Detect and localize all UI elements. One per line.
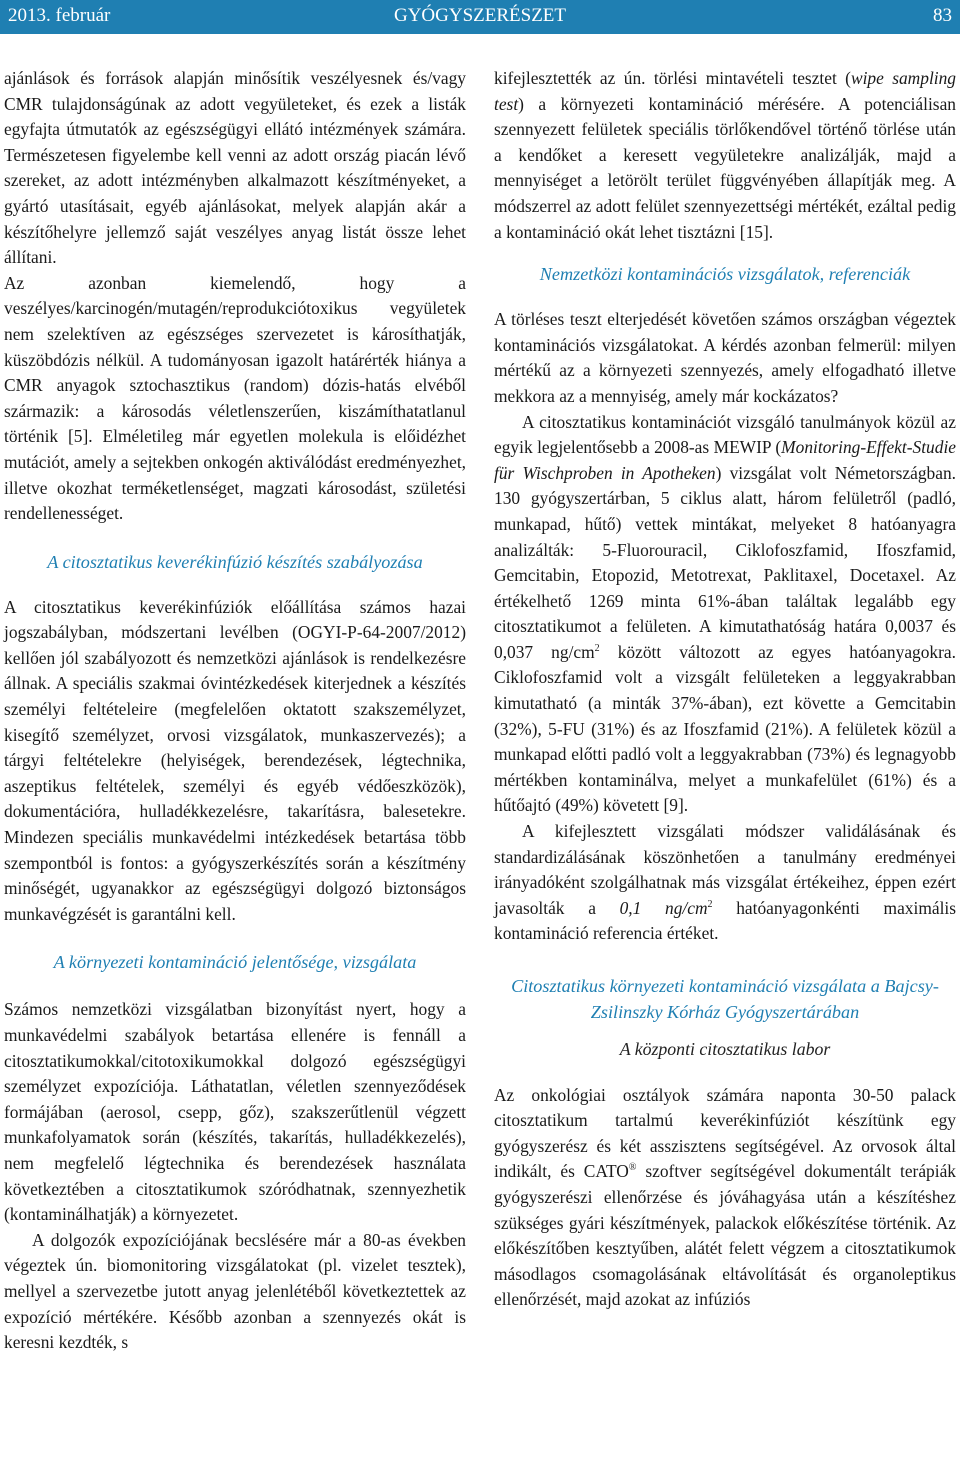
paragraph: A citosztatikus kontaminációt vizsgáló tanulmányok közül az egyik legjelentősebb a 2008-as MEWIP (Monitoring-Effekt-Studie für Wischproben in Apotheken) vizsgálat volt Németországban. 130 gyógyszertárban, 5 ciklus alatt, három felületről (padló, munkapad, hűtő) vettek mintákat, melyeket 8 hatóanyagra analizálták: 5-Fluorouracil, Ciklofoszfamid, Ifoszfamid, Gemcitabin, Etopozid, Metotrexat, Paklitaxel, Docetaxel. Az értékelhető 1269 minta 61%-ában találtak legalább egy citosztatikumot a felületen. A kimutathatóság határa 0,0037 és 0,037 $ng/cm^2$ között változott az egyes hatóanyagokra. Ciklofoszfamid volt a vizsgált felületeken a leggyakrabban kimutatható (a minták 37%-ában), ezt követte a Gemcitabin (32%), 5-FU (31%) és az Ifoszfamid (21%). A felületek közül a munkapad előtti padló volt a leggyakrabban (73%) és legnagyobb mértékben kontaminálva, melyet a munkafelület (61%) és a hűtőajtó (49%) követett [9]. xyxy=(494,411,956,816)
paragraph: A citosztatikus keverékinfúziók előállítása számos hazai jogszabályban, módszertani levélben (OGYI-P-64-2007/2012) kellően jól szabályozott és nemzetközi ajánlások is rendelkezésre állnak. A speciális szakmai óvintézkedések kiterjednek a készítés személyi feltételeire (megfelelően oktatott szakszemélyzet, kisegítő személyzet, orvosi vizsgálatok, munkaszervezés); a tárgyi feltételekre (helyiségek, berendezések, légtechnika, aszeptikus feltételek, személyi és egyéb védőeszközök), dokumentációra, hulladékkezelésre, takarításra, balesetekre. Mindezen speciális munkavédelmi intézkedések betartása több szempontból is fontos: a gyógyszerkészítés során a készítmény minőségét, ugyanakkor az egészségügyi dolgozó biztonságos munkavégzését is garantálni kell. xyxy=(4,596,466,924)
left-column xyxy=(4,66,466,1356)
journal-title: GYÓGYSZERÉSZET xyxy=(393,5,567,26)
page-number: 83 xyxy=(933,5,952,26)
page-header xyxy=(0,0,960,34)
section-title: A környezeti kontamináció jelentősége, vizsgálata xyxy=(53,952,417,973)
paragraph: Az azonban kiemelendő, hogy a veszélyes/karcinogén/mutagén/reprodukciótoxikus vegyületek nem szelektíven az egészséges szervezetet is károsíthatják, küszöbdózis nélkül. A tudományosan igazolt határérték hiánya a CMR anyagok sztochasztikus (random) dózis-hatás elvéből származik: a károsodás véletlenszerűen, kiszámíthatatlanul történik [5]. Elméletileg már egyetlen molekula is előidézhet mutációt, amely a sejtekben onkogén aktiválódást eredményezhet, illetve okozhat terméketlenséget, magzati károsodást, születési rendellenességet. xyxy=(4,272,466,524)
issue-date: 2013. február xyxy=(8,5,111,26)
right-column xyxy=(494,66,956,1313)
paragraph: Az onkológiai osztályok számára naponta 30-50 palack citosztatikum tartalmú keverékinfúziót készítünk egy gyógyszerész és két asszisztens segítségével. Az orvosok által indikált, és CATO® szoftver segítségével dokumentált terápiák gyógyszerészi ellenőrzése és jóváhagyása után a készítéshez szükséges gyári készítmények, palackok előkészítése történik. Az előkészítőben kesztyűben, alátét felett végzem a citosztatikumok másodlagos csomagolásának eltávolítását és organoleptikus ellenőrzését, majd azokat az infúziós xyxy=(494,1084,956,1310)
section-title: Citosztatikus környezeti kontamináció vizsgálata a Bajcsy-Zsilinszky Kórház Gyógyszertárában xyxy=(511,976,939,1022)
paragraph: kifejlesztették az ún. törlési mintavételi tesztet (wipe sampling test) a környezeti kontamináció mérésére. A potenciálisan szennyezett felületek speciális törlőkendővel történő törlése után a kendőket a keresett vegyületekre analizálják, majd a mennyiséget a letörölt terület függvényében állapítják meg. A módszerrel az adott felület szennyezettségi mértékét, ezáltal pedig a kontamináció okát lehet tisztázni [15]. xyxy=(494,68,956,242)
subsection-title: A központi citosztatikus labor xyxy=(619,1039,831,1059)
section-title: A citosztatikus keverékinfúzió készítés szabályozása xyxy=(47,551,423,572)
section-title: Nemzetközi kontaminációs vizsgálatok, referenciák xyxy=(539,264,911,285)
paragraph: Számos nemzetközi vizsgálatban bizonyítást nyert, hogy a munkavédelmi szabályok betartása ellenére is fennáll a citosztatikumokkal/citotoxikumokkal dolgozó egészségügyi személyzet expozíciója. Láthatatlan, véletlen szennyeződések formájában (aerosol, csepp, gőz), szakszerűtlenül végzett munkafolyamatok során (készítés, takarítás, hulladékkezelés), nem megfelelő légtechnika és berendezések használata következtében a citosztatikumok szóródhatnak, szennyezhetik (kontaminálhatják) a környezetet. xyxy=(4,999,466,1225)
paragraph: A dolgozók expozíciójának becslésére már a 80-as években végeztek ún. biomonitoring vizsgálatokat (pl. vizelet tesztek), mellyel a szervezetbe jutott anyag jelenlétéből következtettek az expozíció mértékére. Később azonban a szennyezés okát is keresni kezdték, s xyxy=(4,1229,466,1353)
paragraph: ajánlások és források alapján minősítik veszélyesnek és/vagy CMR tulajdonságúnak az adott vegyületeket, és ezek a listák egyfajta útmutatók az egészségügyi ellátó intézmények számára. Természetesen figyelembe kell venni az adott ország piacán lévő szereket, az adott intézményben alkalmazott készítményeket, a gyártó utasításait, egyéb ajánlásokat, melyek alapján akár a készítőhelyre jellemző saját veszélyes anyag listát össze lehet állítani. xyxy=(4,68,466,268)
paragraph: A törléses teszt elterjedését követően számos országban végeztek kontaminációs vizsgálatokat. A kérdés azonban felmerül: milyen mértékű az a környezeti szennyezés, amely elfogadható illetve mekkora az a mennyiség, amely már kockázatos? xyxy=(494,309,956,406)
paragraph: A kifejlesztett vizsgálati módszer validálásának és standardizálásának köszönhetően a tanulmány eredményei irányadóként szolgálhatnak más vizsgálat értékeihez, éppen ezért javasolták a 0,1 $ng/cm^2$ hatóanyagonkénti maximális kontamináció referencia értéket. xyxy=(494,821,957,944)
